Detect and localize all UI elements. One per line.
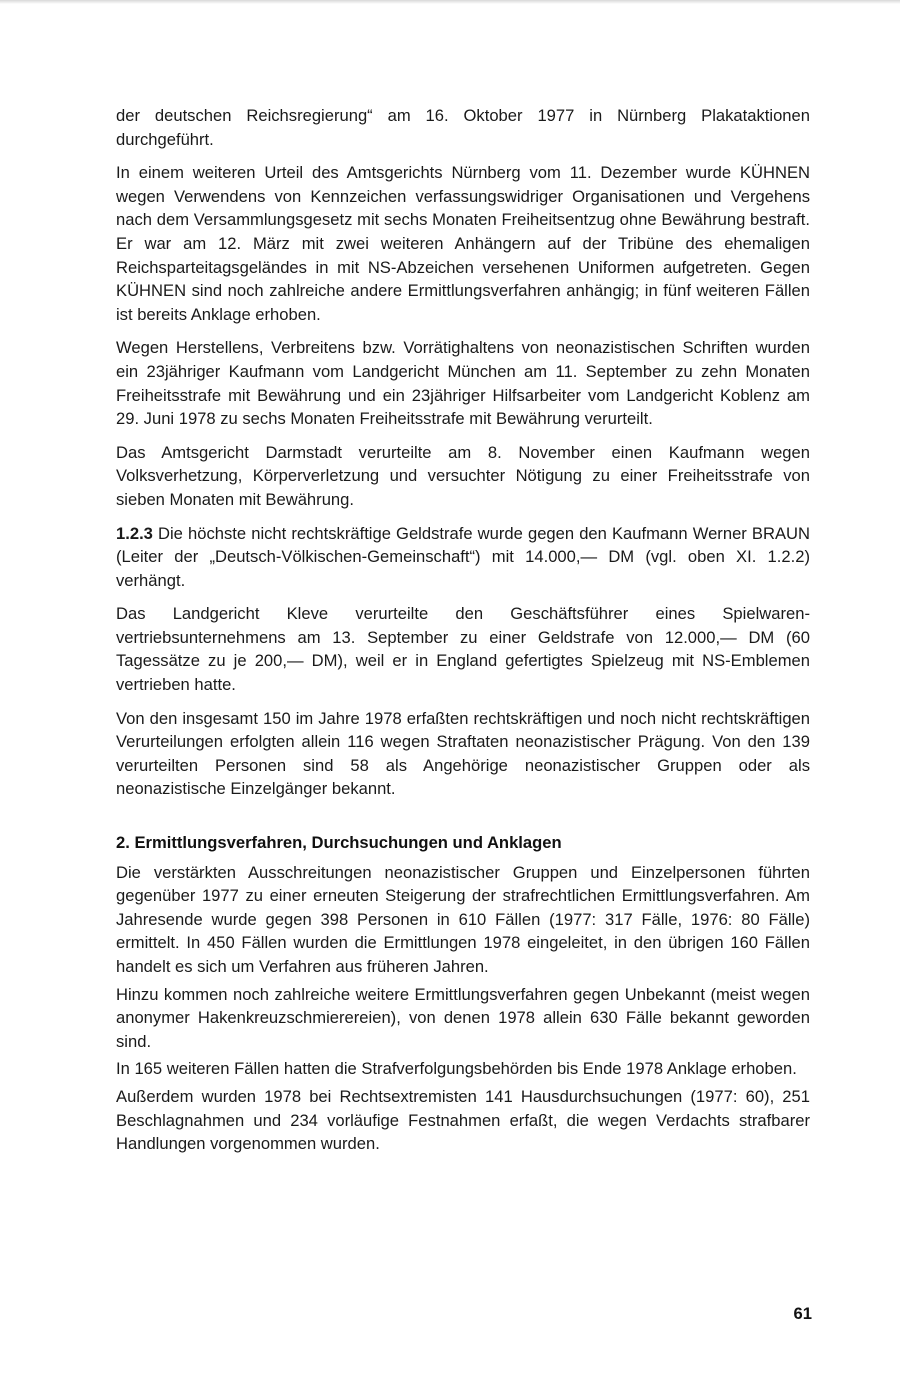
paragraph-unknown-perpetrators: Hinzu kommen noch zahlreiche weitere Ermittlungsverfahren gegen Unbekannt (meist wegen anonymer Hakenkreuzschmierereien), von denen 1978 allein 630 Fälle bekannt geworden sind. bbox=[116, 984, 810, 1051]
paragraph-searches-seizures: Außerdem wurden 1978 bei Rechtsextremisten 141 Hausdurchsuchungen (1977: 60), 251 Beschlagnahmen und 234 vorläufige Festnahmen erfaßt, die wegen Verdachts strafbarer Handlungen vorgenommen wurden. bbox=[116, 1086, 810, 1154]
page-top-edge bbox=[0, 0, 900, 4]
paragraph-statistics-verdicts: Von den insgesamt 150 im Jahre 1978 erfaßten rechtskräftigen und noch nicht rechtskräftigen Verurteilungen erfolgten allein 116 wegen Straftaten neonazistischer Prägung. Von den 139 verurteilten Personen sind 58 als Angehörige neonazistischer Gruppen oder als neonazistische Einzelgänger bekannt. bbox=[116, 708, 810, 799]
section-number: 2. bbox=[116, 833, 130, 853]
paragraph-continuation: der deutschen Reichsregierung“ am 16. Oktober 1977 in Nürnberg Plakataktionen durchgeführt. bbox=[116, 106, 810, 149]
paragraph-kuehnen-verdict: In einem weiteren Urteil des Amtsgerichts Nürnberg vom 11. Dezember wurde KÜHNEN wegen Verwendens von Kennzeichen verfassungswidriger Organisationen und Vergehens nach dem Versammlungsgesetz mit sechs Monaten Freiheitsentzug ohne Bewährung bestraft. Er war am 12. März mit zwei weiteren Anhängern auf der Tribüne des ehemaligen Reichsparteitagsgeländes in mit NS-Abzeichen versehenen Uniformen aufgetreten. Gegen KÜHNEN sind noch zahlreiche andere Ermittlungsverfahren anhängig; in fünf weiteren Fällen ist bereits Anklage erhoben. bbox=[116, 163, 810, 324]
document-body bbox=[116, 104, 810, 1160]
page-number: 61 bbox=[793, 1304, 812, 1323]
numbered-paragraph-text: Die höchste nicht rechtskräftige Geldstrafe wurde gegen den Kaufmann Werner BRAUN (Leiter der „Deutsch-Völkischen-Gemeinschaft“) mit 14.000,— DM (vgl. oben XI. 1.2.2) verhängt. bbox=[116, 523, 810, 590]
paragraph-schriften-verdicts: Wegen Herstellens, Verbreitens bzw. Vorrätighaltens von neonazistischen Schriften wurden ein 23jähriger Kaufmann vom Landgericht München am 11. September zu zehn Monaten Freiheitsstrafe mit Bewährung und ein 23jähriger Hilfsarbeiter vom Landgericht Koblenz am 29. Juni 1978 zu sechs Monaten Freiheitsstrafe mit Bewährung verurteilt. bbox=[116, 338, 810, 429]
paragraph-number: 1.2.3 bbox=[116, 523, 153, 543]
section-heading bbox=[116, 831, 810, 855]
paragraph-darmstadt-verdict: Das Amtsgericht Darmstadt verurteilte am 8. November einen Kaufmann wegen Volksverhetzung, Körperverletzung und versuchter Nötigung zu einer Freiheitsstrafe von sieben Monaten mit Bewährung. bbox=[116, 442, 810, 509]
paragraph-indictments: In 165 weiteren Fällen hatten die Strafverfolgungsbehörden bis Ende 1978 Anklage erhoben. bbox=[116, 1059, 797, 1079]
numbered-paragraph-1-2-3 bbox=[116, 522, 810, 593]
paragraph-investigations: Die verstärkten Ausschreitungen neonazistischer Gruppen und Einzelpersonen führten gegenüber 1977 zu einer erneuten Steigerung der strafrechtlichen Ermittlungsverfahren. Am Jahresende wurde gegen 398 Personen in 610 Fällen (1977: 317 Fälle, 1976: 80 Fälle) ermittelt. In 450 Fällen wurden die Ermittlungen 1978 eingeleitet, in den übrigen 160 Fällen handelt es sich um Verfahren aus früheren Jahren. bbox=[116, 862, 810, 976]
paragraph-kleve-verdict: Das Landgericht Kleve verurteilte den Geschäftsführer eines Spielwarenvertriebsunternehmens am 13. September zu einer Geldstrafe von 12.000,— DM (60 Tagessätze zu je 200,— DM), weil er in England gefertigtes Spielzeug mit NS-Emblemen vertrieben hatte. bbox=[116, 604, 810, 695]
section-title: Ermittlungsverfahren, Durchsuchungen und Anklagen bbox=[129, 833, 562, 853]
